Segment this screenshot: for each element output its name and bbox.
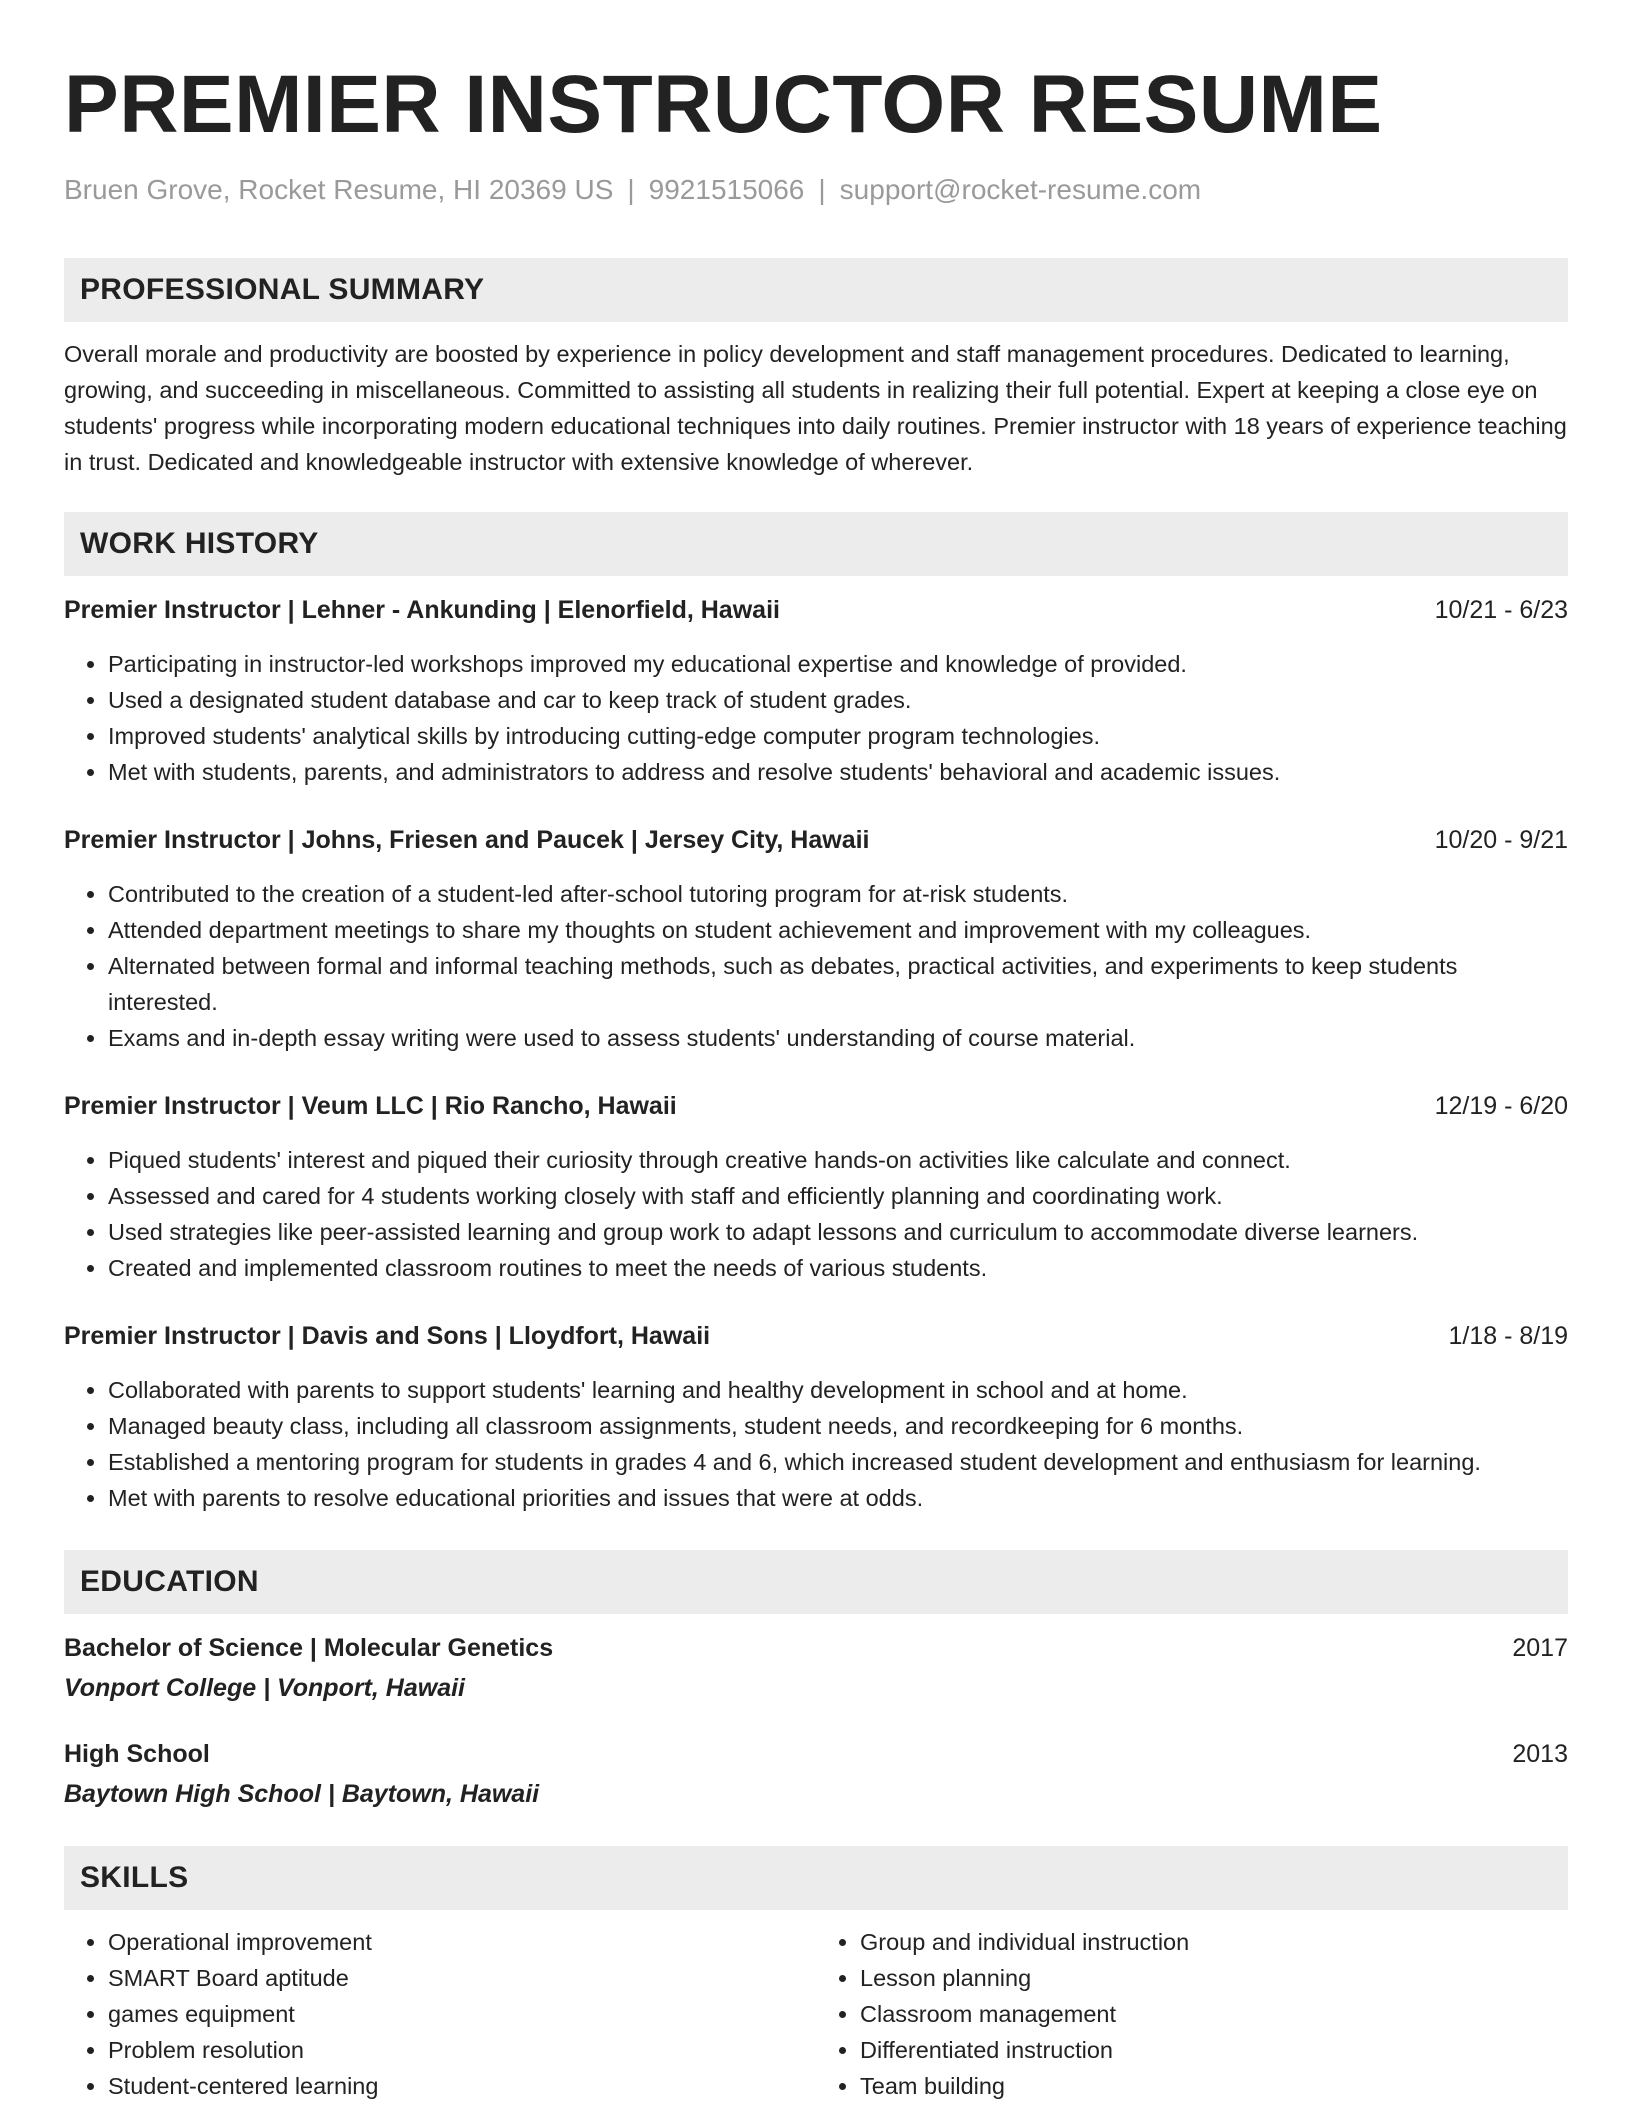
- job-title: Premier Instructor | Davis and Sons | Lloydfort, Hawaii: [64, 1322, 711, 1350]
- job-bullet: • Improved students' analytical skills by introducing cutting-edge computer program technologies.: [108, 718, 1568, 754]
- education-entry: [64, 1736, 1568, 1812]
- job-bullets: [64, 646, 1568, 790]
- skill-item: • Lesson planning: [860, 1960, 1568, 1996]
- skills-heading: SKILLS: [64, 1846, 1568, 1910]
- job-title: Premier Instructor | Johns, Friesen and Paucek | Jersey City, Hawaii: [64, 826, 870, 854]
- job-title: Premier Instructor | Veum LLC | Rio Rancho, Hawaii: [64, 1092, 677, 1120]
- job-bullet: • Attended department meetings to share my thoughts on student achievement and improvement with my colleagues.: [108, 912, 1568, 948]
- skill-item: • Group and individual instruction: [860, 1924, 1568, 1960]
- skills-list: [64, 1924, 1568, 2104]
- resume-title: PREMIER INSTRUCTOR RESUME: [64, 59, 1383, 150]
- job-bullet: • Managed beauty class, including all classroom assignments, student needs, and recordkeeping for 6 months.: [108, 1408, 1568, 1444]
- education-year: 2013: [1512, 1740, 1568, 1768]
- education-degree: Bachelor of Science | Molecular Genetics: [64, 1634, 554, 1662]
- job-bullet: • Used a designated student database and car to keep track of student grades.: [108, 682, 1568, 718]
- education-school: Vonport College | Vonport, Hawaii: [64, 1674, 465, 1702]
- summary-heading: PROFESSIONAL SUMMARY: [64, 258, 1568, 322]
- education-year: 2017: [1512, 1634, 1568, 1662]
- education-degree: High School: [64, 1740, 210, 1768]
- job-bullet: • Participating in instructor-led workshops improved my educational expertise and knowledge of provided.: [108, 646, 1568, 682]
- job-header: [64, 1318, 1568, 1354]
- job-bullet: • Established a mentoring program for students in grades 4 and 6, which increased student development and enthusiasm for learning.: [108, 1444, 1568, 1480]
- education-heading: EDUCATION: [64, 1550, 1568, 1614]
- contact-line: [64, 172, 1568, 208]
- job-dates: 10/20 - 9/21: [1434, 826, 1568, 854]
- education-header: [64, 1736, 1568, 1772]
- job-header: [64, 822, 1568, 858]
- job-bullets: [64, 1372, 1568, 1516]
- job-entry: [64, 1318, 1568, 1516]
- skill-item: • Team building: [860, 2068, 1568, 2104]
- job-bullet: • Piqued students' interest and piqued their curiosity through creative hands-on activities like calculate and connect.: [108, 1142, 1568, 1178]
- contact-separator: |: [627, 174, 635, 205]
- skill-item: • SMART Board aptitude: [108, 1960, 816, 1996]
- job-dates: 1/18 - 8/19: [1448, 1322, 1568, 1350]
- contact-email: support@rocket-resume.com: [839, 174, 1202, 205]
- job-bullet: • Exams and in-depth essay writing were used to assess students' understanding of course material.: [108, 1020, 1568, 1056]
- job-bullet: • Alternated between formal and informal teaching methods, such as debates, practical activities, and experiments to keep students interested.: [108, 948, 1568, 1020]
- job-entry: [64, 592, 1568, 790]
- skill-item: • games equipment: [108, 1996, 816, 2032]
- job-bullets: [64, 876, 1568, 1056]
- contact-phone: 9921515066: [648, 174, 805, 205]
- job-bullet: • Met with parents to resolve educational priorities and issues that were at odds.: [108, 1480, 1568, 1516]
- summary-text: Overall morale and productivity are boosted by experience in policy development and staff management procedures. Dedicated to learning, growing, and succeeding in miscellaneous. Committed to assisting all students in realizing their full potential. Expert at keeping a close eye on students' progress while incorporating modern educational techniques into daily routines. Premier instructor with 18 years of experience teaching in trust. Dedicated and knowledgeable instructor with extensive knowledge of wherever.: [64, 341, 1567, 475]
- job-bullet: • Contributed to the creation of a student-led after-school tutoring program for at-risk students.: [108, 876, 1568, 912]
- skill-item: • Operational improvement: [108, 1924, 816, 1960]
- job-entry: [64, 1088, 1568, 1286]
- job-title: Premier Instructor | Lehner - Ankunding | Elenorfield, Hawaii: [64, 596, 780, 624]
- job-dates: 10/21 - 6/23: [1434, 596, 1568, 624]
- job-bullet: • Created and implemented classroom routines to meet the needs of various students.: [108, 1250, 1568, 1286]
- job-header: [64, 1088, 1568, 1124]
- job-entry: [64, 822, 1568, 1056]
- job-header: [64, 592, 1568, 628]
- job-bullets: [64, 1142, 1568, 1286]
- skill-item: • Classroom management: [860, 1996, 1568, 2032]
- skill-item: • Differentiated instruction: [860, 2032, 1568, 2068]
- education-entry: [64, 1630, 1568, 1706]
- job-bullet: • Assessed and cared for 4 students working closely with staff and efficiently planning and coordinating work.: [108, 1178, 1568, 1214]
- work-history-heading: WORK HISTORY: [64, 512, 1568, 576]
- skills-column-left: [64, 1924, 816, 2104]
- contact-separator: |: [818, 174, 826, 205]
- job-bullet: • Collaborated with parents to support students' learning and healthy development in school and at home.: [108, 1372, 1568, 1408]
- skills-column-right: [816, 1924, 1568, 2104]
- skill-item: • Problem resolution: [108, 2032, 816, 2068]
- job-bullet: • Used strategies like peer-assisted learning and group work to adapt lessons and curriculum to accommodate diverse learners.: [108, 1214, 1568, 1250]
- education-header: [64, 1630, 1568, 1666]
- job-dates: 12/19 - 6/20: [1434, 1092, 1568, 1120]
- education-school: Baytown High School | Baytown, Hawaii: [64, 1780, 540, 1808]
- skill-item: • Student-centered learning: [108, 2068, 816, 2104]
- job-bullet: • Met with students, parents, and administrators to address and resolve students' behavioral and academic issues.: [108, 754, 1568, 790]
- contact-address: Bruen Grove, Rocket Resume, HI 20369 US: [64, 174, 614, 205]
